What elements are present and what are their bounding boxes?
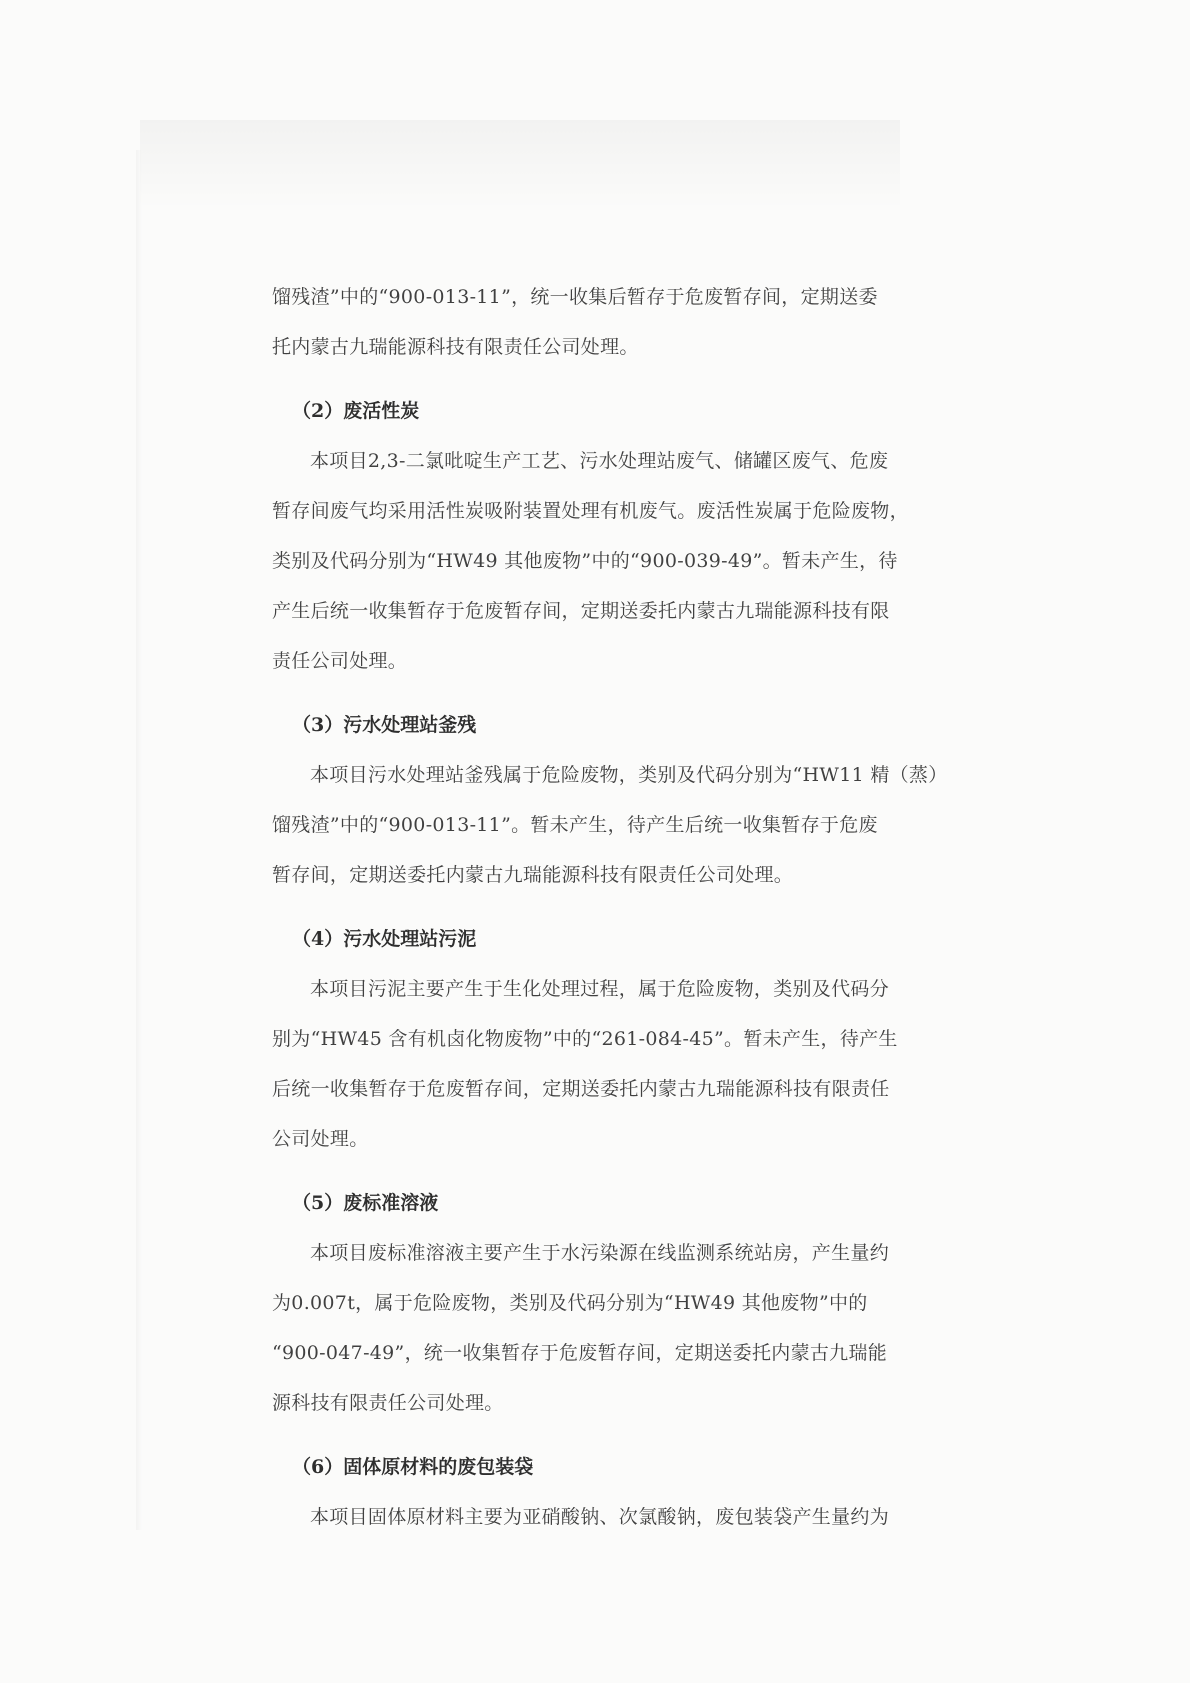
scan-shadow [140, 120, 900, 210]
section-heading: （6）固体原材料的废包装袋 [292, 1456, 534, 1478]
section-heading: （4）污水处理站污泥 [292, 928, 477, 950]
paragraph-line: 本项目固体原材料主要为亚硝酸钠、次氯酸钠，废包装袋产生量约为 [310, 1506, 890, 1528]
paragraph-line: 本项目污水处理站釜残属于危险废物，类别及代码分别为“HW11 精（蒸） [310, 764, 948, 786]
paragraph-line: 为0.007t，属于危险废物，类别及代码分别为“HW49 其他废物”中的 [272, 1292, 868, 1314]
paragraph-line: 馏残渣”中的“900-013-11”，统一收集后暂存于危废暂存间，定期送委 [272, 286, 878, 308]
scan-edge [136, 150, 142, 1530]
section-heading: （3）污水处理站釜残 [292, 714, 477, 736]
paragraph-line: 馏残渣”中的“900-013-11”。暂未产生，待产生后统一收集暂存于危废 [272, 814, 878, 836]
paragraph-line: 托内蒙古九瑞能源科技有限责任公司处理。 [272, 336, 639, 358]
section-heading: （5）废标准溶液 [292, 1192, 439, 1214]
paragraph-line: 后统一收集暂存于危废暂存间，定期送委托内蒙古九瑞能源科技有限责任 [272, 1078, 890, 1100]
section-waste-packaging-bags [272, 1442, 932, 1542]
paragraph-line: 源科技有限责任公司处理。 [272, 1392, 504, 1414]
document-body [272, 272, 948, 1542]
section-heading: （2）废活性炭 [292, 400, 420, 422]
section-waste-activated-carbon [272, 386, 932, 686]
paragraph-line: 责任公司处理。 [272, 650, 408, 672]
section-sewage-kettle-residue [272, 700, 948, 900]
paragraph-line: 暂存间废气均采用活性炭吸附装置处理有机废气。废活性炭属于危险废物， [272, 500, 909, 522]
paragraph-line: 别为“HW45 含有机卤化物废物”中的“261-084-45”。暂未产生，待产生 [272, 1028, 898, 1050]
paragraph-line: 产生后统一收集暂存于危废暂存间，定期送委托内蒙古九瑞能源科技有限 [272, 600, 890, 622]
paragraph-line: 本项目废标准溶液主要产生于水污染源在线监测系统站房，产生量约 [310, 1242, 890, 1264]
section-waste-standard-solution [272, 1178, 932, 1428]
paragraph-line: 公司处理。 [272, 1128, 369, 1150]
paragraph-line: 暂存间，定期送委托内蒙古九瑞能源科技有限责任公司处理。 [272, 864, 794, 886]
paragraph-line: 类别及代码分别为“HW49 其他废物”中的“900-039-49”。暂未产生，待 [272, 550, 898, 572]
paragraph-line: 本项目污泥主要产生于生化处理过程，属于危险废物，类别及代码分 [310, 978, 890, 1000]
paragraph-line: 本项目2,3-二氯吡啶生产工艺、污水处理站废气、储罐区废气、危废 [310, 450, 889, 472]
intro-paragraph [272, 272, 932, 372]
section-sewage-sludge [272, 914, 932, 1164]
paragraph-line: “900-047-49”，统一收集暂存于危废暂存间，定期送委托内蒙古九瑞能 [272, 1342, 888, 1364]
